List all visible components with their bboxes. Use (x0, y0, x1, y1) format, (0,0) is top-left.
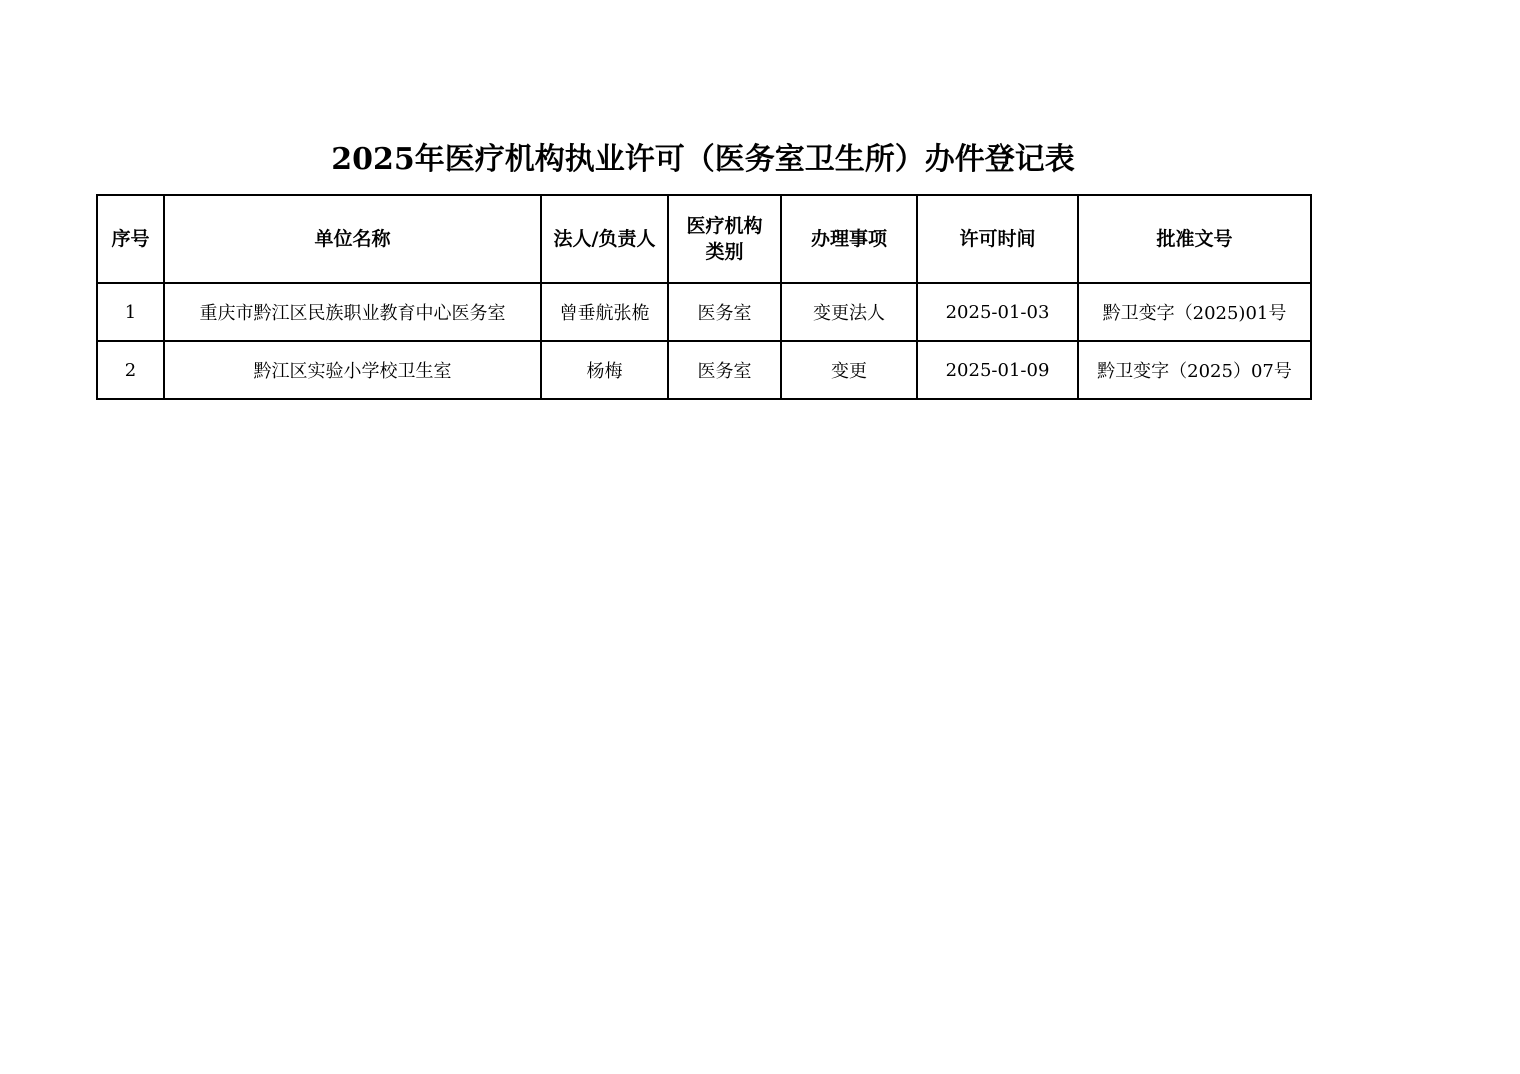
table-header-row (97, 195, 1311, 283)
cell-seq: 1 (97, 283, 164, 341)
header-category (668, 195, 781, 283)
table-row (97, 341, 1311, 399)
cell-matter: 变更 (781, 341, 917, 399)
header-matter: 办理事项 (781, 195, 917, 283)
header-permit-time: 许可时间 (917, 195, 1078, 283)
header-category-line2: 类别 (705, 241, 744, 263)
cell-permit-time: 2025-01-03 (917, 283, 1078, 341)
document-title: 2025年医疗机构执业许可（医务室卫生所）办件登记表 (331, 142, 1075, 177)
cell-matter: 变更法人 (781, 283, 917, 341)
cell-category: 医务室 (668, 341, 781, 399)
cell-unit-name: 重庆市黔江区民族职业教育中心医务室 (164, 283, 541, 341)
cell-permit-time: 2025-01-09 (917, 341, 1078, 399)
cell-approval-no: 黔卫变字（2025）07号 (1078, 341, 1311, 399)
cell-seq: 2 (97, 341, 164, 399)
cell-category: 医务室 (668, 283, 781, 341)
header-legal-person: 法人/负责人 (541, 195, 668, 283)
header-approval-no: 批准文号 (1078, 195, 1311, 283)
cell-approval-no: 黔卫变字（2025)01号 (1078, 283, 1311, 341)
header-unit-name: 单位名称 (164, 195, 541, 283)
cell-unit-name: 黔江区实验小学校卫生室 (164, 341, 541, 399)
cell-legal-person: 杨梅 (541, 341, 668, 399)
header-category-line1: 医疗机构 (686, 215, 763, 237)
header-seq: 序号 (97, 195, 164, 283)
register-table (96, 194, 1312, 400)
table-row (97, 283, 1311, 341)
cell-legal-person: 曾垂航张桅 (541, 283, 668, 341)
